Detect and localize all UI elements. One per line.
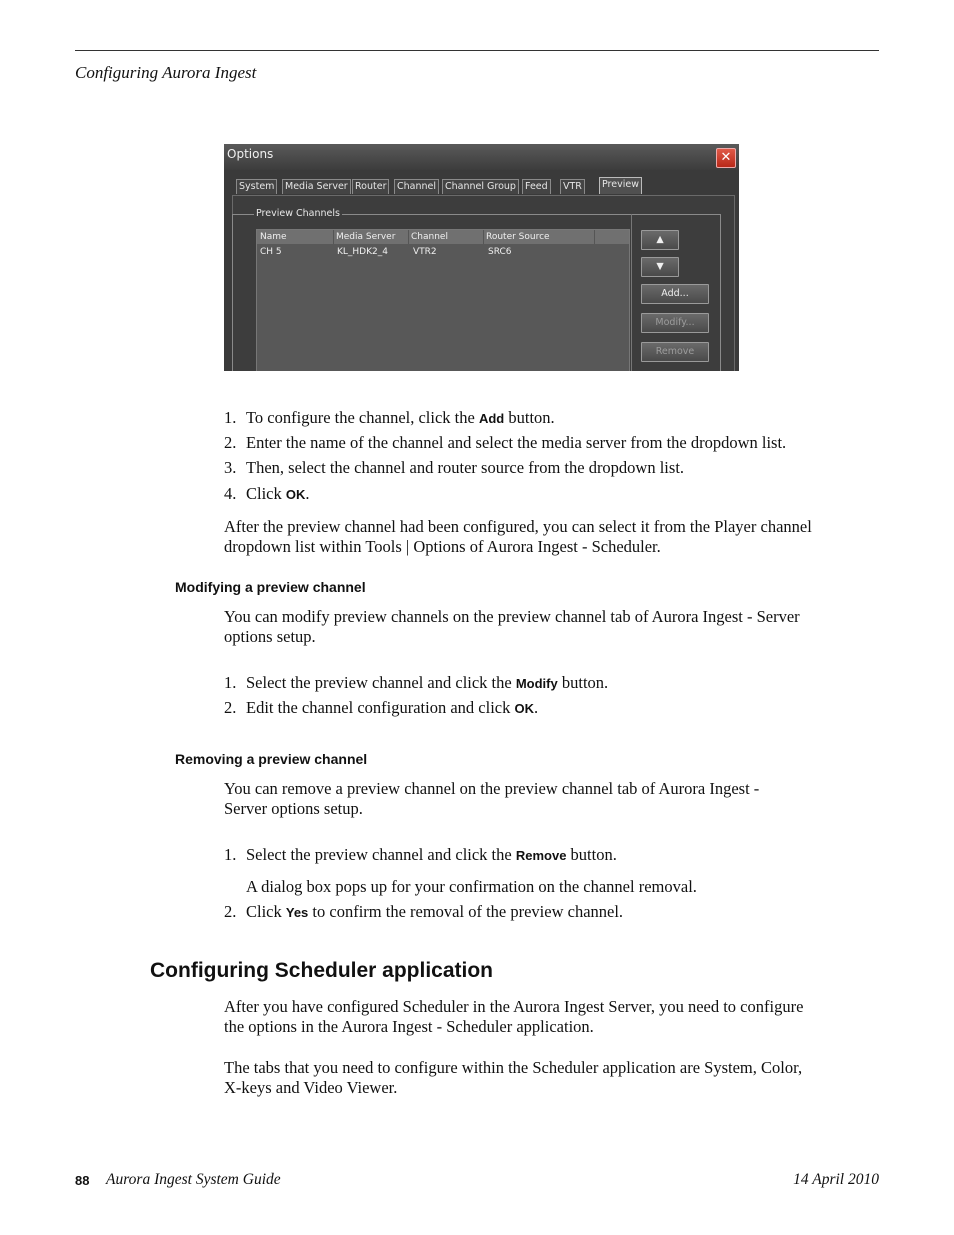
list-item: 1. Select the preview channel and click the Modify button. <box>224 673 609 692</box>
cell-router-source: SRC6 <box>488 247 512 257</box>
arrow-up-icon: ▲ <box>656 234 664 245</box>
list-item: 1. To configure the channel, click the Add button. <box>224 408 555 427</box>
remove-button[interactable]: Remove <box>641 342 709 362</box>
tab-vtr[interactable]: VTR <box>560 179 585 194</box>
move-up-button[interactable] <box>641 230 679 250</box>
add-button[interactable]: Add... <box>641 284 709 304</box>
col-channel[interactable]: Channel <box>408 230 484 244</box>
heading-modifying: Modifying a preview channel <box>175 579 366 595</box>
table-header <box>257 230 629 244</box>
list-item: 2. Click Yes to confirm the removal of the preview channel. <box>224 902 624 921</box>
heading-removing: Removing a preview channel <box>175 751 368 767</box>
paragraph: After the preview channel had been configured, you can select it from the Player channel dropdown list within Tools | Options of Aurora Ingest - Scheduler. <box>224 517 812 556</box>
tab-router[interactable]: Router <box>352 179 389 194</box>
list-item: 1. Select the preview channel and click the Remove button. <box>224 845 617 864</box>
dialog-title: Options <box>227 147 274 161</box>
close-icon[interactable]: ✕ <box>716 148 736 168</box>
footer-title: Aurora Ingest System Guide <box>106 1171 281 1188</box>
tab-channel-group[interactable]: Channel Group <box>442 179 519 194</box>
options-dialog <box>224 144 739 371</box>
ui-label: OK <box>285 487 306 502</box>
ui-label: OK <box>514 701 534 716</box>
list-item: 2. Edit the channel configuration and click OK. <box>224 698 539 717</box>
ui-label: Yes <box>285 905 309 920</box>
paragraph: After you have configured Scheduler in the Aurora Ingest Server, you need to configure the options in the Aurora Ingest - Scheduler application. <box>224 997 804 1036</box>
col-name[interactable]: Name <box>257 230 334 244</box>
tab-feed[interactable]: Feed <box>522 179 551 194</box>
col-router-source[interactable]: Router Source <box>483 230 595 244</box>
paragraph: You can modify preview channels on the preview channel tab of Aurora Ingest - Server options setup. <box>224 607 800 646</box>
cell-media-server: KL_HDK2_4 <box>337 247 388 257</box>
ui-label: Remove <box>515 848 567 863</box>
tab-media-server[interactable]: Media Server <box>282 179 351 194</box>
paragraph: You can remove a preview channel on the preview channel tab of Aurora Ingest - Server options setup. <box>224 779 760 818</box>
footer-date: 14 April 2010 <box>793 1171 879 1188</box>
page-number: 88 <box>75 1173 90 1188</box>
tab-system[interactable]: System <box>236 179 277 194</box>
tab-preview[interactable]: Preview <box>599 177 642 194</box>
move-down-button[interactable] <box>641 257 679 277</box>
dialog-titlebar <box>224 144 739 170</box>
heading-scheduler: Configuring Scheduler application <box>150 959 494 982</box>
panel-divider <box>631 214 632 371</box>
list-item: 4. Click OK. <box>224 484 310 503</box>
modify-button[interactable]: Modify... <box>641 313 709 333</box>
note-text: A dialog box pops up for your confirmation on the channel removal. <box>246 877 697 896</box>
header-rule <box>75 50 879 51</box>
ui-label: Add <box>478 411 505 426</box>
list-item: 2. Enter the name of the channel and select the media server from the dropdown list. <box>224 433 787 452</box>
col-media-server[interactable]: Media Server <box>333 230 409 244</box>
paragraph: The tabs that you need to configure within the Scheduler application are System, Color, X-keys and Video Viewer. <box>224 1058 803 1097</box>
cell-name: CH 5 <box>260 247 282 257</box>
group-label: Preview Channels <box>256 208 340 219</box>
list-item: 3. Then, select the channel and router source from the dropdown list. <box>224 458 685 477</box>
arrow-down-icon: ▼ <box>656 261 664 272</box>
running-head: Configuring Aurora Ingest <box>75 63 257 82</box>
ui-label: Modify <box>515 676 558 691</box>
preview-channels-table[interactable] <box>256 229 630 371</box>
tab-channel[interactable]: Channel <box>394 179 439 194</box>
cell-channel: VTR2 <box>413 247 437 257</box>
